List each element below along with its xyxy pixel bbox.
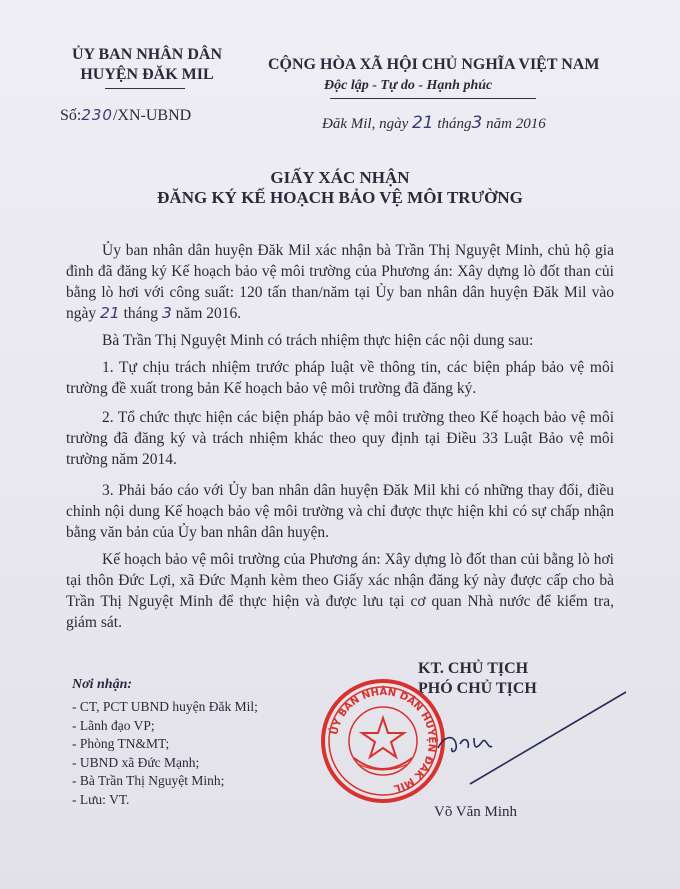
place-label: Đăk Mil, ngày bbox=[322, 116, 409, 132]
para3-text: Kế hoạch bảo vệ môi trường của Phương án: Xây dựng lò đốt than củi bằng lò hơi tại thôn Đức Lợi, xã Đức Mạnh kèm theo Giấy xác nhận đăng ký này được cấp cho bà Trần Thị Nguyệt Minh để thực hiện và được lưu tại cơ quan Nhà nước để kiểm tra, giám sát. bbox=[66, 551, 614, 631]
para1-day-handwritten: 21 bbox=[100, 304, 120, 322]
agency-underline bbox=[105, 88, 185, 89]
place-date bbox=[322, 113, 546, 133]
obligation-item-1 bbox=[66, 357, 614, 399]
recipient-item: - Phòng TN&MT; bbox=[72, 736, 170, 751]
month-handwritten: 3 bbox=[471, 113, 483, 133]
doc-number-handwritten: 230 bbox=[81, 106, 113, 124]
obligation-item-3 bbox=[66, 480, 614, 543]
recipient-item: - Lãnh đạo VP; bbox=[72, 717, 155, 733]
doc-number-prefix: Số: bbox=[60, 107, 82, 124]
para1-year: năm 2016. bbox=[175, 305, 242, 322]
item3-text: 3. Phải báo cáo với Ủy ban nhân dân huyện Đăk Mil khi có những thay đổi, điều chỉnh nội dung Kế hoạch bảo vệ môi trường và chỉ được thực hiện khi có sự chấp nhận bằng văn bản của Ủy ban nhân dân huyện. bbox=[66, 482, 614, 541]
recipients-title-text: Nơi nhận: bbox=[72, 677, 133, 692]
document-number bbox=[60, 106, 191, 125]
document-title: GIẤY XÁC NHẬN bbox=[270, 168, 410, 187]
item1-text: 1. Tự chịu trách nhiệm trước pháp luật về thông tin, các biện pháp bảo vệ môi trường đề xuất trong bản Kế hoạch bảo vệ môi trường đã đăng ký. bbox=[66, 359, 614, 397]
recipient-item: - Bà Trần Thị Nguyệt Minh; bbox=[72, 773, 225, 788]
recipients-title bbox=[72, 677, 132, 693]
para1-month-handwritten: 3 bbox=[161, 304, 172, 322]
signer-title-1: KT. CHỦ TỊCH bbox=[418, 660, 529, 677]
handwritten-signature bbox=[430, 690, 630, 790]
doc-number-suffix: /XN-UBND bbox=[112, 107, 192, 124]
national-motto: Độc lập - Tự do - Hạnh phúc bbox=[324, 78, 493, 93]
document-subtitle: ĐĂNG KÝ KẾ HOẠCH BẢO VỆ MÔI TRƯỜNG bbox=[157, 188, 523, 207]
recipient-item: - CT, PCT UBND huyện Đăk Mil; bbox=[72, 699, 258, 714]
agency-name-line2: HUYỆN ĐĂK MIL bbox=[80, 66, 214, 83]
recipients-list bbox=[72, 698, 258, 809]
signer-title-2: PHÓ CHỦ TỊCH bbox=[418, 680, 537, 697]
obligation-item-2 bbox=[66, 407, 614, 470]
national-title: CỘNG HÒA XÃ HỘI CHỦ NGHĨA VIỆT NAM bbox=[268, 56, 600, 73]
body-paragraph-1 bbox=[66, 240, 614, 324]
agency-name-line1: ỦY BAN NHÂN DÂN bbox=[71, 46, 223, 63]
month-label: tháng bbox=[437, 116, 472, 132]
recipient-item: - Lưu: VT. bbox=[72, 791, 130, 807]
para2-text: Bà Trần Thị Nguyệt Minh có trách nhiệm thực hiện các nội dung sau: bbox=[102, 332, 534, 349]
day-handwritten: 21 bbox=[411, 113, 434, 133]
body-paragraph-3 bbox=[66, 549, 614, 633]
recipient-item: - UBND xã Đức Mạnh; bbox=[72, 754, 200, 770]
year-label: năm 2016 bbox=[486, 116, 546, 132]
para1-month-label: tháng bbox=[123, 305, 159, 322]
motto-underline bbox=[330, 98, 536, 99]
signer-name: Võ Văn Minh bbox=[434, 804, 518, 820]
item2-text: 2. Tổ chức thực hiện các biện pháp bảo vệ môi trường theo Kế hoạch bảo vệ môi trường đã đăng ký và trách nhiệm khác theo quy định tại Điều 33 Luật Bảo vệ môi trường năm 2014. bbox=[66, 409, 614, 468]
official-seal bbox=[318, 676, 448, 806]
para1-text: Ủy ban nhân dân huyện Đăk Mil xác nhận bà Trần Thị Nguyệt Minh, chủ hộ gia đình đã đăng ký Kế hoạch bảo vệ môi trường của Phương án: Xây dựng lò đốt than củi bằng lò hơi với công suất: 120 tấn than/năm tại Ủy ban nhân dân huyện Đăk Mil vào ngày bbox=[66, 242, 614, 322]
svg-text:ỦY BAN NHÂN DÂN HUYỆN ĐĂK MIL: ỦY BAN NHÂN DÂN HUYỆN ĐĂK MIL bbox=[329, 686, 438, 794]
body-paragraph-2 bbox=[66, 330, 614, 351]
